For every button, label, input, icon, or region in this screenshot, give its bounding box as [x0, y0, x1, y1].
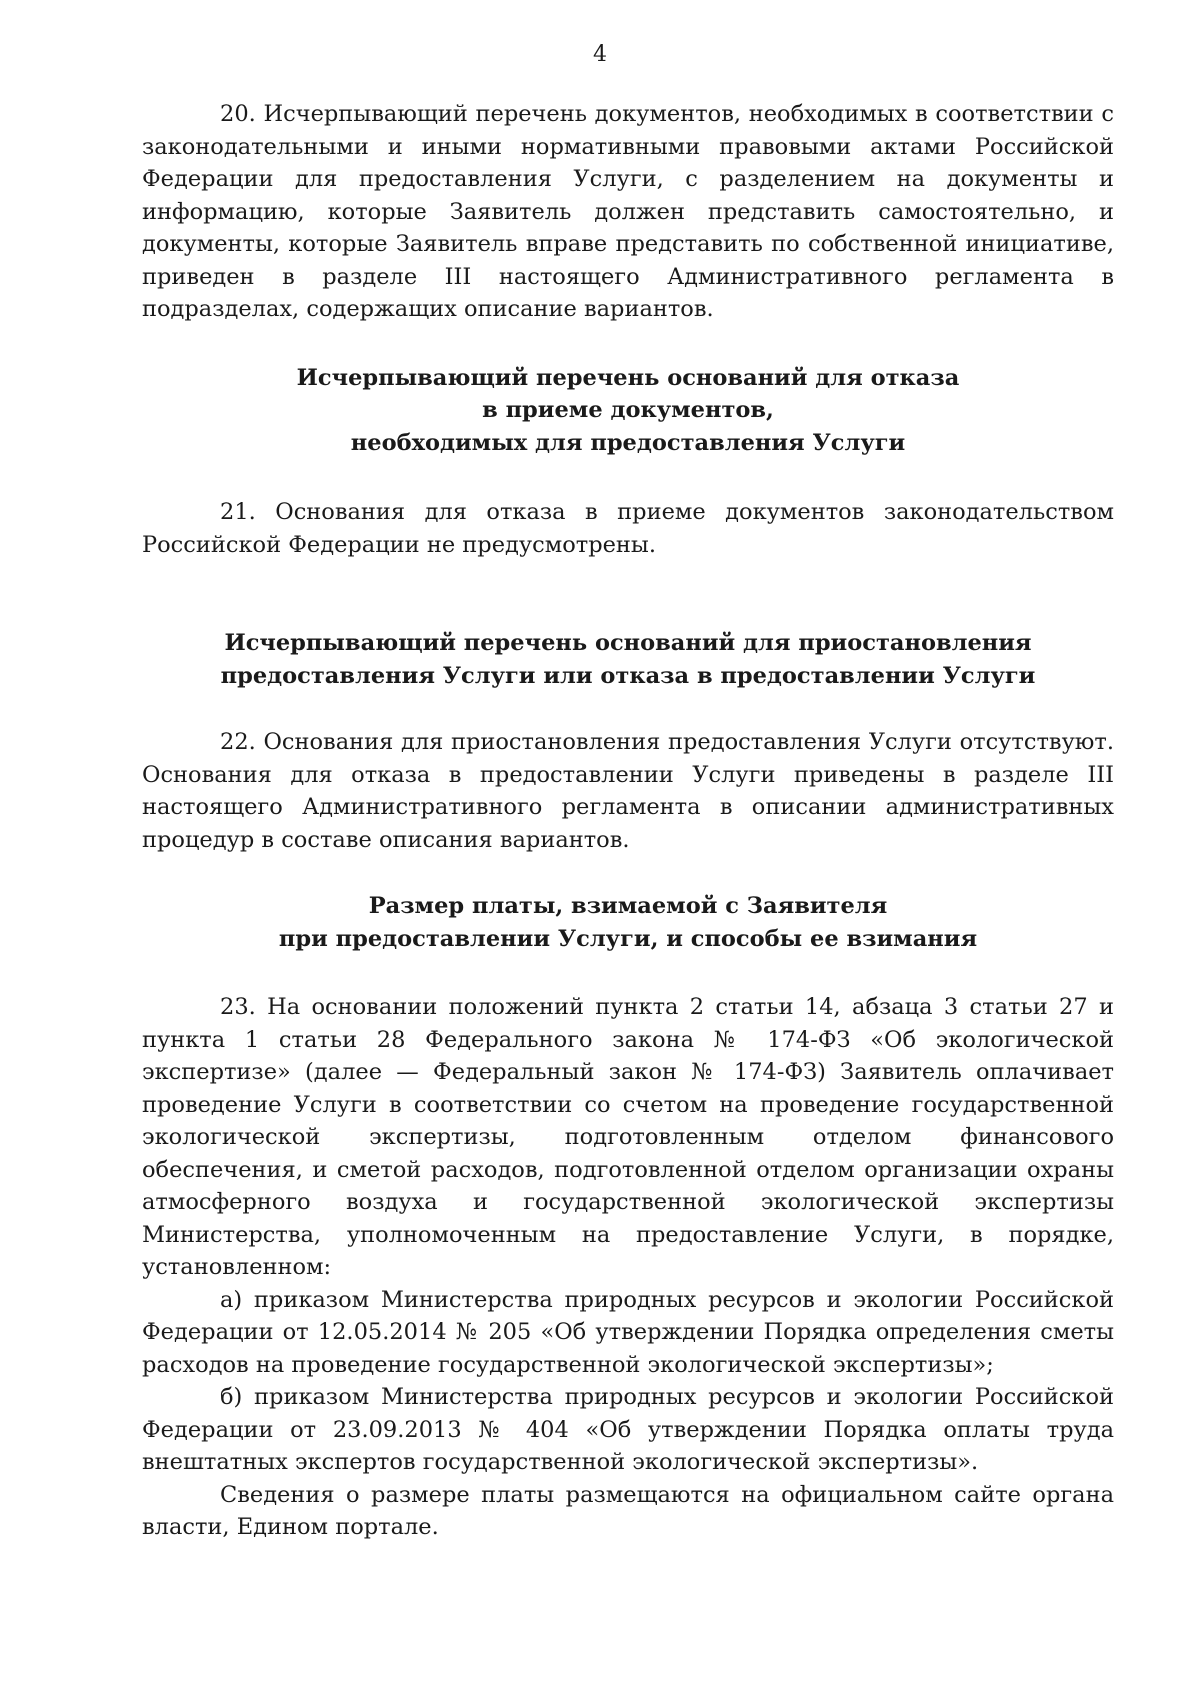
- heading-line: Размер платы, взимаемой с Заявителя: [368, 893, 888, 919]
- paragraph-23-item-a: а) приказом Министерства природных ресурсов и экологии Российской Федерации от 12.05.2014 № 205 «Об утверждении Порядка определения сметы расходов на проведение государственной экологической экспертизы»;: [142, 1286, 1114, 1378]
- heading-line: в приеме документов,: [482, 397, 774, 423]
- paragraph-23-item-b: б) приказом Министерства природных ресурсов и экологии Российской Федерации от 23.09.2013 № 404 «Об утверждении Порядка оплаты труда внештатных экспертов государственной экологической экспертизы».: [142, 1384, 1114, 1475]
- paragraph-23: 23. На основании положений пункта 2 статьи 14, абзаца 3 статьи 27 и пункта 1 статьи 28 Федерального закона № 174-ФЗ «Об экологической экспертизе» (далее — Федеральный закон № 174-ФЗ) Заявитель оплачивает проведение Услуги в соответствии со счетом на проведение государственной экологической экспертизы, подготовленным отделом финансового обеспечения, и сметой расходов, подготовленной отделом организации охраны атмосферного воздуха и государственной экологической экспертизы Министерства, уполномоченным на предоставление Услуги, в порядке, установленном:: [142, 994, 1114, 1280]
- spacer: [142, 326, 1114, 362]
- page-number: 4: [593, 42, 607, 67]
- heading-fee: [142, 890, 1114, 955]
- spacer: [142, 459, 1114, 496]
- heading-suspension: [142, 627, 1114, 692]
- heading-refusal-documents: [142, 362, 1114, 460]
- spacer: [142, 561, 1114, 627]
- heading-line: Исчерпывающий перечень оснований для приостановления: [224, 630, 1032, 656]
- paragraph-21: 21. Основания для отказа в приеме документов законодательством Российской Федерации не предусмотрены.: [142, 499, 1114, 558]
- spacer: [142, 692, 1114, 726]
- heading-line: необходимых для предоставления Услуги: [350, 429, 906, 456]
- document-body: [142, 98, 1114, 1544]
- paragraph-fee-info: Сведения о размере платы размещаются на официальном сайте органа власти, Едином портале.: [142, 1481, 1114, 1540]
- paragraph-20: 20. Исчерпывающий перечень документов, необходимых в соответствии с законодательными и иными нормативными правовыми актами Российской Федерации для предоставления Услуги, с разделением на документы и информацию, которые Заявитель должен представить самостоятельно, и документы, которые Заявитель вправе представить по собственной инициативе, приведен в разделе III настоящего Административного регламента в подразделах, содержащих описание вариантов.: [142, 101, 1114, 322]
- spacer: [142, 955, 1114, 991]
- heading-line: предоставления Услуги или отказа в предоставлении Услуги: [220, 662, 1036, 689]
- heading-line: при предоставлении Услуги, и способы ее взимания: [278, 925, 978, 952]
- heading-line: Исчерпывающий перечень оснований для отказа: [296, 364, 960, 391]
- spacer: [142, 856, 1114, 890]
- paragraph-22: 22. Основания для приостановления предоставления Услуги отсутствуют. Основания для отказа в предоставлении Услуги приведены в разделе III настоящего Административного регламента в описании административных процедур в составе описания вариантов.: [142, 729, 1114, 853]
